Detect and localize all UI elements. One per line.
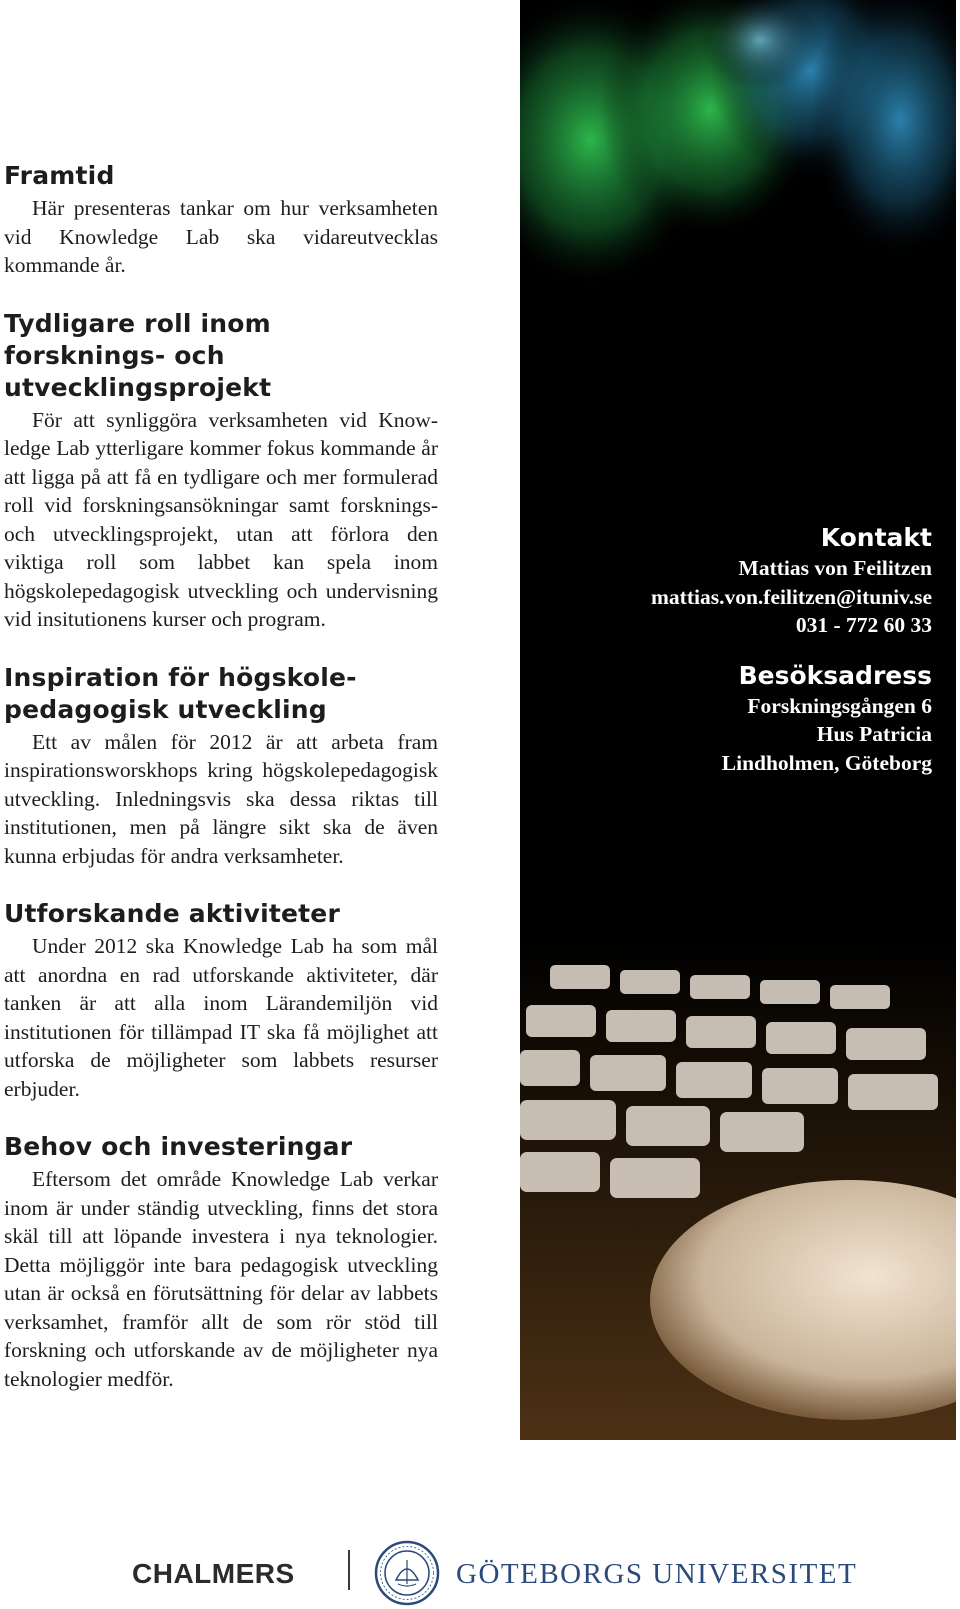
- section-heading: Framtid: [4, 161, 115, 190]
- contact-email[interactable]: mattias.von.feilitzen@ituniv.se: [651, 584, 932, 609]
- contact-heading: Kontakt: [820, 523, 932, 552]
- address-building: Hus Patricia: [816, 722, 932, 746]
- section-body: Under 2012 ska Knowledge Lab ha som mål att anordna en rad utforskande aktiviteter, där tanken är att alla inom Lärandemiljön vid institutionen för tillämpad IT ska få möjlighet att utforska de möjligheter som labbets resurser erbjuder.: [4, 934, 438, 1101]
- footer-logos: [0, 1540, 960, 1609]
- section-body: För att synliggöra verksamheten vid Knowledge Lab ytterligare kommer fokus kommande år att ligga på att få en tydligare och mer formulerad roll vid forskningsansökningar samt forsknings- och utvecklingsprojekt, utan att förlora den viktiga roll som labbet kan spela inom högskolepedagogisk utveckling och undervisning vid insitutionens kurser och program.: [4, 407, 438, 631]
- section-body: Ett av målen för 2012 är att arbeta fram inspirationsworskhops kring högskolepedagogisk utveckling. Inledningsvis ska dessa riktas till institutionen, men på längre sikt ska de även kunna erbjudas för andra verksamheter.: [4, 729, 438, 868]
- address-area: Lindholmen, Göteborg: [721, 750, 932, 775]
- section-heading: Behov och investeringar: [4, 1132, 353, 1161]
- section-utforskande: [4, 898, 438, 1103]
- section-heading: Utforskande aktiviteter: [4, 899, 340, 928]
- address-street: Forskningsgången 6: [747, 693, 932, 718]
- section-body: Här presenteras tankar om hur verksamheten vid Knowledge Lab ska vidareutvecklas kommande år.: [4, 196, 438, 277]
- section-heading: Tydligare roll inom forsknings- och utvecklingsprojekt: [4, 308, 272, 402]
- contact-block: [651, 522, 932, 777]
- section-heading: Inspiration för högskole- pedagogisk utveckling: [4, 662, 357, 724]
- section-framtid: [4, 160, 438, 280]
- logo-divider: [348, 1550, 350, 1590]
- contact-phone: 031 - 772 60 33: [795, 613, 932, 637]
- main-text-column: [4, 160, 438, 1393]
- gu-seal-icon: [374, 1540, 440, 1606]
- section-inspiration: [4, 662, 438, 871]
- section-body: Eftersom det område Knowledge Lab verkar inom är under ständig utveckling, finns det stora skäl till att löpande investera i nya teknologier. Detta möjliggör inte bara pedagogisk utveckling utan är också en förutsättning för delar av labbets verksamhet, framför allt de som rör stöd till forskning och utforskande av de möjligheter nya teknologier medför.: [4, 1167, 438, 1391]
- chalmers-logo: CHALMERS: [132, 1558, 295, 1589]
- contact-name: Mattias von Feilitzen: [738, 556, 932, 580]
- section-tydligare-roll: [4, 308, 438, 634]
- gu-logo: GÖTEBORGS UNIVERSITET: [456, 1558, 858, 1590]
- address-heading: Besöksadress: [738, 660, 932, 690]
- section-behov: [4, 1131, 438, 1393]
- photo-panel: [520, 0, 956, 1440]
